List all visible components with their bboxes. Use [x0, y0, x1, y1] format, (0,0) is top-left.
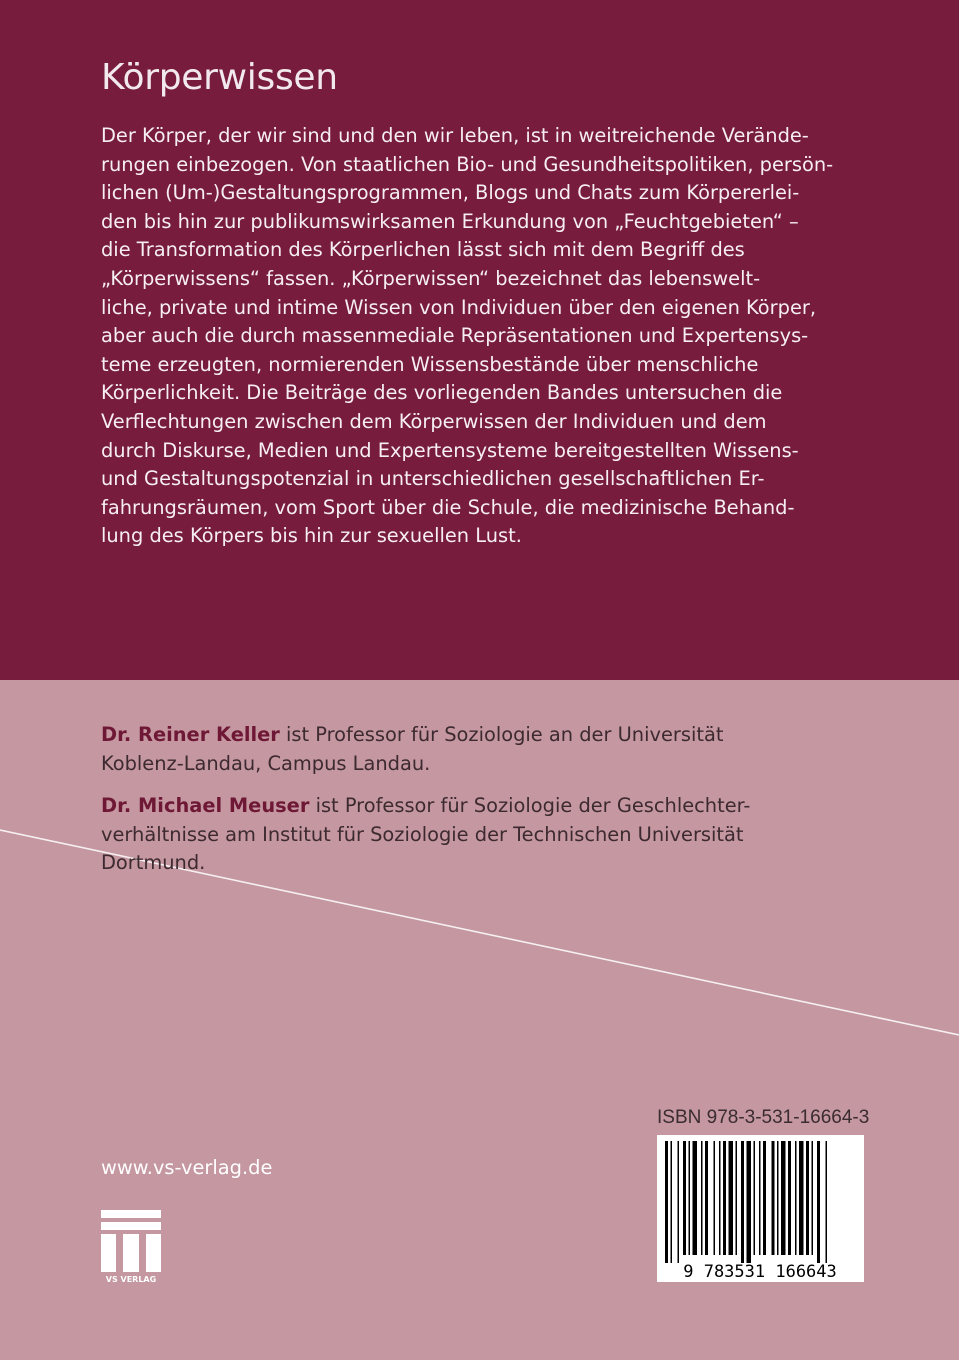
barcode-bar: [817, 1141, 820, 1263]
barcode-bar: [772, 1141, 775, 1255]
author-name-keller: Dr. Reiner Keller: [101, 723, 280, 746]
barcode-icon: [657, 1135, 864, 1282]
barcode-bar: [689, 1141, 691, 1255]
author-text-keller: ist Professor für Soziologie an der Universität Koblenz-Landau, Campus Landau.: [101, 723, 724, 775]
barcode-bar: [799, 1141, 804, 1255]
book-blurb: Der Körper, der wir sind und den wir leben, ist in weitreichende Verände- rungen einbezogen. Von staatlichen Bio- und Gesundheitspolitiken, persön- lichen (Um-)Gestaltungsprogrammen, Blogs und Chats zum Körpererlei- den bis hin zur publikumswirksamen Erkundung von „Feuchtgebieten“ – die Transformation des Körperlichen lässt sich mit dem Begriff des „Körperwissens“ fassen. „Körperwissen“ bezeichnet das lebenswelt- liche, private und intime Wissen von Individuen über den eigenen Körper, aber auch die durch massenmediale Repräsentationen und Expertensys- teme erzeugten, normierenden Wissensbestände über menschliche Körperlichkeit. Die Beiträge des vorliegenden Bandes untersuchen die Verflechtungen zwischen dem Körperwissen der Individuen und dem durch Diskurse, Medien und Expertensysteme bereitgestellten Wissens- und Gestaltungspotenzial in unterschiedlichen gesellschaftlichen Er- fahrungsräumen, vom Sport über die Schule, die medizinische Behand- lung des Körpers bis hin zur sexuellen Lust.: [101, 124, 834, 548]
barcode-bar: [683, 1141, 686, 1255]
barcode-bar: [777, 1141, 779, 1255]
barcode-bar: [788, 1141, 791, 1255]
author-bio-keller: [101, 721, 841, 778]
publisher-website: www.vs-verlag.de: [101, 1156, 273, 1179]
barcode-bar: [759, 1141, 761, 1255]
barcode-bar: [781, 1141, 786, 1255]
barcode-bar: [812, 1141, 814, 1255]
barcode-bar: [763, 1141, 766, 1255]
barcode-bar: [754, 1141, 756, 1255]
barcode-bar: [729, 1141, 734, 1255]
barcode-bar: [747, 1141, 752, 1263]
barcode-digits: 9 783531 166643: [683, 1262, 837, 1282]
author-bio-meuser: [101, 792, 841, 878]
barcode-bar: [719, 1141, 721, 1255]
barcode-bar: [665, 1141, 668, 1263]
barcode-bars: [665, 1141, 827, 1263]
barcode-bar: [714, 1141, 716, 1255]
barcode-bar: [736, 1141, 738, 1255]
author-name-meuser: Dr. Michael Meuser: [101, 794, 310, 817]
barcode-bar: [701, 1141, 703, 1255]
vs-verlag-logo-icon: [101, 1210, 161, 1284]
barcode-bar: [723, 1141, 726, 1255]
author-text-meuser: ist Professor für Soziologie der Geschlechter- verhältnisse am Institut für Soziologie der Technischen Universität Dortmund.: [101, 794, 751, 875]
barcode-bar: [795, 1141, 797, 1255]
barcode-bar: [693, 1141, 698, 1255]
barcode-bar: [806, 1141, 809, 1255]
isbn-label: ISBN 978-3-531-16664-3: [657, 1107, 870, 1128]
barcode-bar: [671, 1141, 673, 1263]
barcode-bar: [705, 1141, 708, 1255]
barcode-bar: [826, 1141, 828, 1263]
barcode-bar: [678, 1141, 680, 1263]
book-title: Körperwissen: [101, 57, 338, 98]
barcode-bar: [741, 1141, 744, 1263]
logo-label: VS VERLAG: [105, 1275, 157, 1284]
